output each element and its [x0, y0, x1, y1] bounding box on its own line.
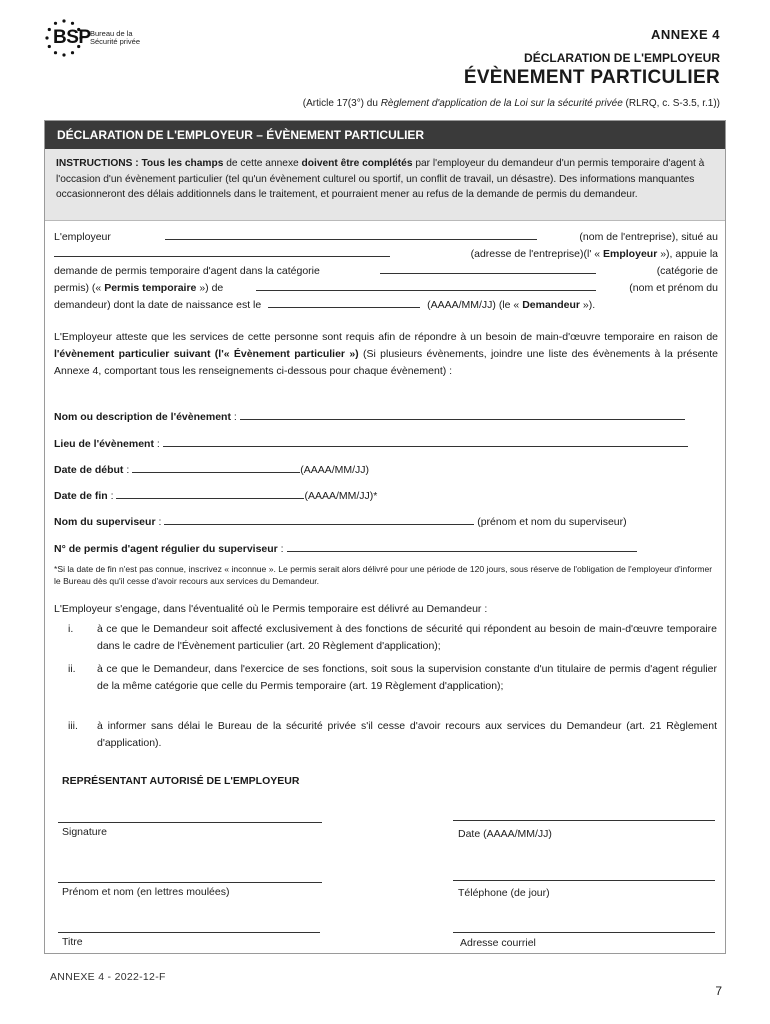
engagement-intro: L'Employeur s'engage, dans l'éventualité où le Permis temporaire est délivré au Demandeur : — [54, 603, 488, 615]
supervisor-permit-field: N° de permis d'agent régulier du superviseur : — [54, 542, 637, 555]
email-line[interactable] — [453, 932, 715, 933]
supervisor-name-input[interactable] — [164, 515, 474, 525]
page-title: ÉVÈNEMENT PARTICULIER — [463, 67, 720, 88]
email-label: Adresse courriel — [460, 937, 536, 949]
supervisor-name-field: Nom du superviseur : (prénom et nom du superviseur) — [54, 516, 627, 528]
logo-subtitle: Bureau de la Sécurité privée — [90, 29, 141, 46]
date-line[interactable] — [453, 820, 715, 821]
employer-paragraph: L'employeur (nom de l'entreprise), situé au (adresse de l'entreprise)(l' « Employeur »), appuie la demande de permis temporaire d'agent dans la catégorie (catégorie de permis) (« Permis temporaire ») de (nom et prénom du demandeur) dont la date de naissance est le (AAAA/MM/JJ) (le « Demandeur »). — [54, 231, 718, 311]
signature-label: Signature — [62, 826, 107, 838]
article-reference: (Article 17(3°) du Règlement d'application de la Loi sur la sécurité privée (RLRQ, c. S-3.5, r.1)) — [302, 98, 720, 109]
start-date-input[interactable] — [132, 463, 300, 473]
section-header: DÉCLARATION DE L'EMPLOYEUR – ÉVÈNEMENT PARTICULIER — [45, 121, 725, 149]
phone-line[interactable] — [453, 880, 715, 881]
end-date-input[interactable] — [116, 489, 304, 499]
end-date-field: Date de fin : (AAAA/MM/JJ)* — [54, 490, 378, 502]
engagement-item: ii. à ce que le Demandeur, dans l'exercice de ses fonctions, soit sous la supervision constante d'un titulaire de permis d'agent régulier de la même catégorie que celle du Permis temporaire (art. 19 Règlement d'application); — [68, 663, 717, 692]
start-date-field: Date de début : (AAAA/MM/JJ) — [54, 464, 370, 476]
company-address-blank[interactable] — [54, 246, 390, 257]
event-name-field: Nom ou description de l'évènement : — [54, 410, 685, 423]
bsp-logo — [44, 18, 164, 60]
authorized-representative-heading: REPRÉSENTANT AUTORISÉ DE L'EMPLOYEUR — [62, 775, 300, 787]
instructions-box: INSTRUCTIONS : Tous les champs de cette annexe doivent être complétés par l'employeur du demandeur d'un permis temporaire d'agent à l'occasion d'un évènement particulier (tel qu'un évènement culturel ou sportif, un conflit de travail, un désastre). Des informations manquantes occasionneront des délais additionnels dans le traitement, et pourraient mener au refus de la demande de permis du demandeur. — [45, 149, 725, 221]
logo-text: BSP — [53, 27, 91, 48]
end-date-note: *Si la date de fin n'est pas connue, inscrivez « inconnue ». Le permis serait alors délivré pour une période de 120 jours, sous réserve de l'obligation de l'employeur d'informer le Bureau dès qu'il cesse d'avoir recours aux services du Demandeur. — [54, 564, 713, 586]
event-name-input[interactable] — [240, 410, 685, 420]
permit-category-blank[interactable] — [380, 263, 596, 274]
form-code: ANNEXE 4 - 2022-12-F — [50, 971, 166, 983]
applicant-name-blank[interactable] — [256, 280, 596, 291]
title-line[interactable] — [58, 932, 320, 933]
company-name-blank[interactable] — [165, 229, 537, 240]
page-number: 7 — [715, 984, 722, 998]
engagement-item: i. à ce que le Demandeur soit affecté exclusivement à des fonctions de sécurité qui répondent au besoin de main-d'œuvre temporaire dans le cadre de l'Évènement particulier (art. 20 Règlement d'application); — [68, 623, 717, 652]
date-label: Date (AAAA/MM/JJ) — [458, 828, 552, 840]
declaration-subtitle: DÉCLARATION DE L'EMPLOYEUR — [524, 51, 720, 65]
event-location-field: Lieu de l'évènement : — [54, 437, 688, 450]
annexe-label: ANNEXE 4 — [650, 27, 720, 42]
engagement-item: iii. à informer sans délai le Bureau de la sécurité privée s'il cesse d'avoir recours aux services du Demandeur (art. 21 Règlement d'application). — [68, 720, 717, 749]
title-label: Titre — [62, 936, 83, 948]
phone-label: Téléphone (de jour) — [458, 887, 550, 899]
event-location-input[interactable] — [163, 437, 688, 447]
signature-line[interactable] — [58, 822, 322, 823]
attestation-paragraph: L'Employeur atteste que les services de cette personne sont requis afin de répondre à un besoin de main-d'œuvre temporaire en raison de l'évènement particulier suivant (l'« Évènement particulier ») (Si plusieurs évènements, joindre une liste des évènements à la présente Annexe 4, comportant tous les renseignements ci-dessous pour chaque évènement) : — [54, 331, 718, 377]
name-line[interactable] — [58, 882, 322, 883]
supervisor-permit-input[interactable] — [287, 542, 637, 552]
birth-date-blank[interactable] — [268, 297, 420, 308]
name-label: Prénom et nom (en lettres moulées) — [62, 886, 230, 898]
